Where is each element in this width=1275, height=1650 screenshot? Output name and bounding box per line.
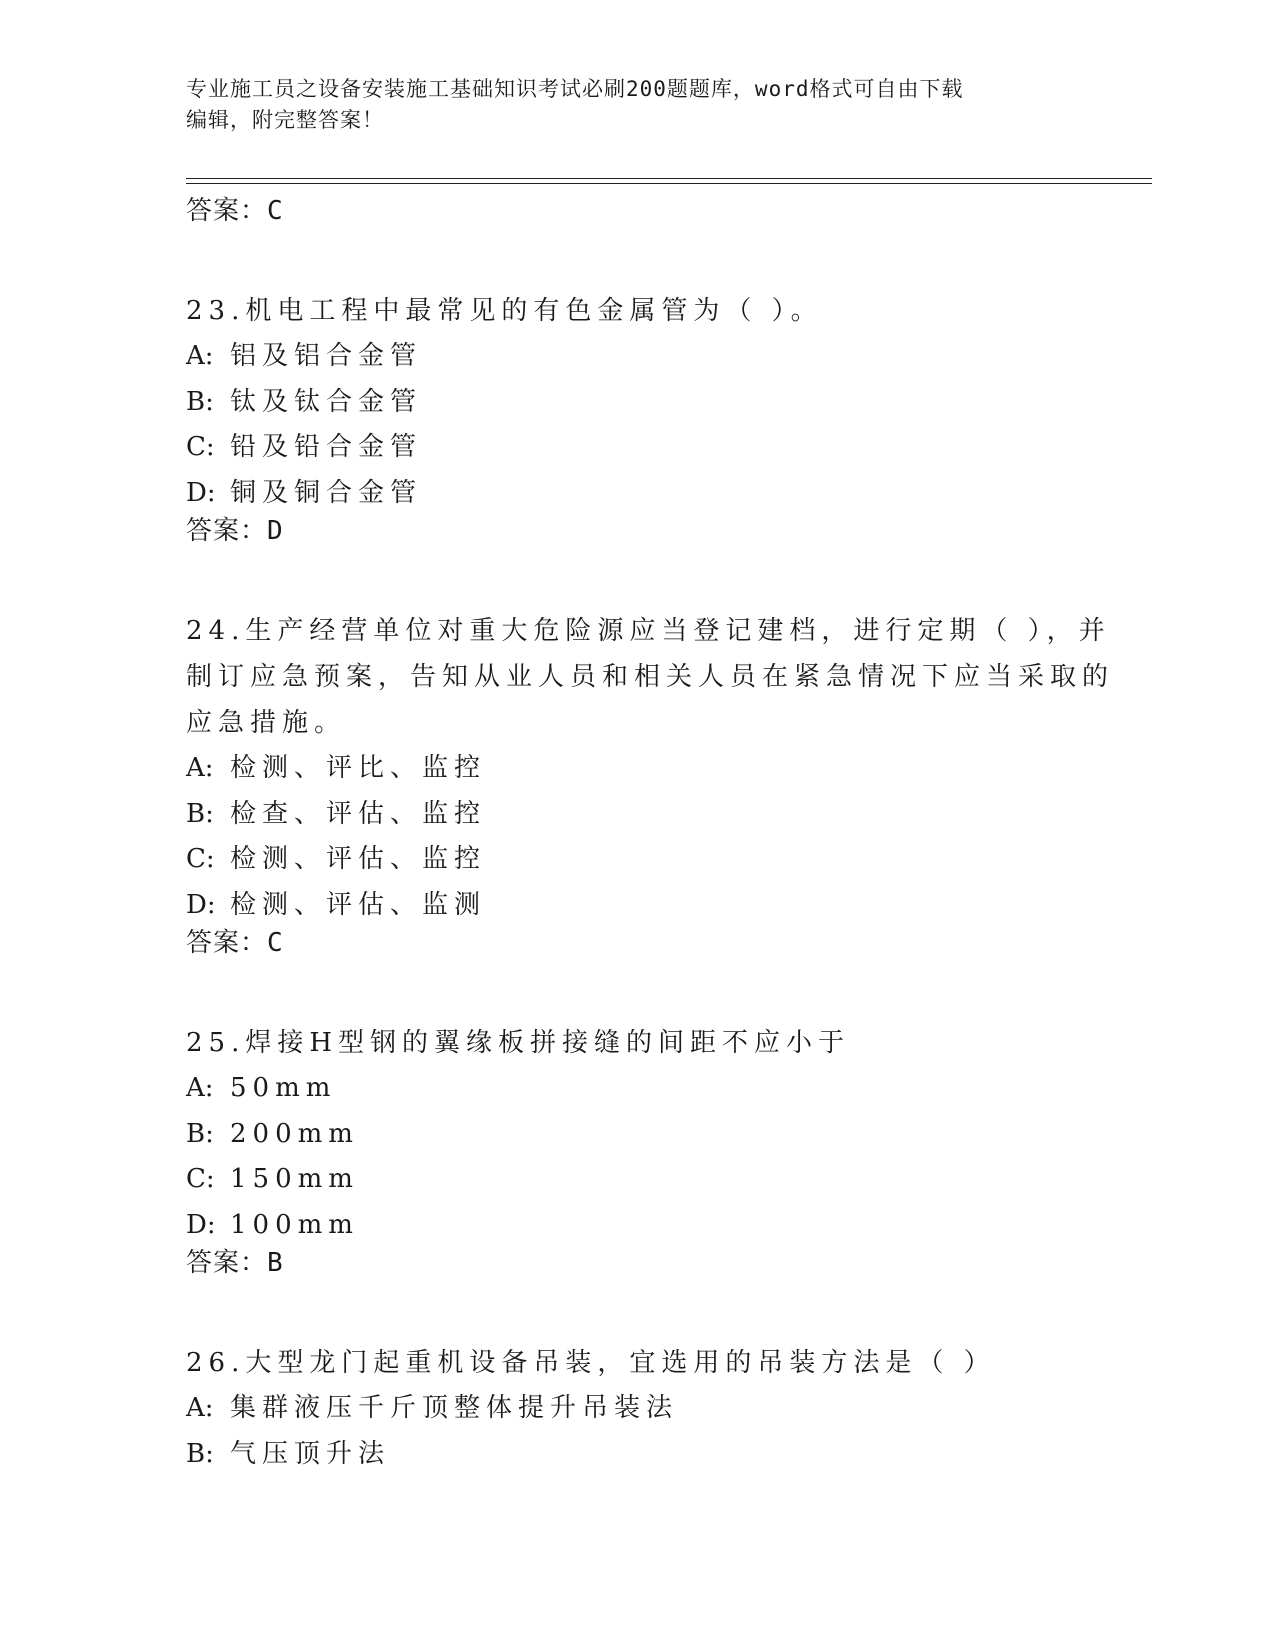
- option-c: [186, 837, 1116, 883]
- option-text: 铜及铜合金管: [230, 477, 423, 508]
- option-a: [186, 334, 1116, 380]
- option-text: 50mm: [230, 1073, 337, 1103]
- answer-line: [186, 196, 1116, 226]
- option-label: B:: [186, 798, 214, 829]
- option-text: 集群液压千斤顶整体提升吊装法: [230, 1393, 679, 1423]
- option-label: B:: [186, 1118, 214, 1149]
- option-label: B:: [186, 386, 214, 417]
- answer-label: 答案：: [186, 928, 268, 958]
- option-text: 检测、评比、监控: [230, 753, 487, 783]
- question-text: 25.焊接H型钢的翼缘板拼接缝的间距不应小于: [186, 1028, 851, 1058]
- header-rule-top: [186, 178, 1152, 179]
- question-list: [186, 190, 1116, 1477]
- option-text: 检测、评估、监测: [230, 889, 487, 920]
- option-label: A:: [186, 753, 214, 783]
- option-text: 检测、评估、监控: [230, 844, 487, 874]
- option-label: A:: [186, 341, 214, 371]
- option-b: [186, 1112, 1116, 1158]
- option-a: [186, 746, 1116, 792]
- header-rule-bottom: [186, 183, 1152, 184]
- option-text: 气压顶升法: [230, 1438, 391, 1469]
- question-24: [186, 608, 1116, 746]
- answer-label: 答案：: [186, 1248, 268, 1278]
- question-text: 26.大型龙门起重机设备吊装，宜选用的吊装方法是（ ）: [186, 1348, 996, 1378]
- answer-value: D: [267, 516, 284, 546]
- option-b: [186, 380, 1116, 426]
- option-text: 铝及铝合金管: [230, 341, 423, 371]
- option-text: 铅及铅合金管: [230, 432, 423, 462]
- question-26: [186, 1340, 1116, 1386]
- answer-value: C: [267, 196, 284, 226]
- option-label: A:: [186, 1393, 214, 1423]
- answer-value: C: [267, 928, 284, 958]
- header-line-2: 编辑，附完整答案！: [186, 108, 384, 132]
- question-text: 23.机电工程中最常见的有色金属管为（ ）。: [186, 296, 823, 326]
- option-a: [186, 1066, 1116, 1112]
- option-b: [186, 1432, 1116, 1478]
- option-text: 100mm: [230, 1209, 359, 1240]
- option-label: C:: [186, 1164, 215, 1194]
- answer-label: 答案：: [186, 196, 268, 226]
- answer-line: [186, 928, 1116, 958]
- header-line-1: 专业施工员之设备安装施工基础知识考试必刷200题题库，word格式可自由下载: [186, 77, 964, 101]
- option-label: A:: [186, 1073, 214, 1103]
- option-label: B:: [186, 1438, 214, 1469]
- option-text: 150mm: [230, 1164, 359, 1194]
- option-label: D:: [186, 889, 216, 920]
- option-c: [186, 425, 1116, 471]
- answer-value: B: [267, 1248, 284, 1278]
- document-header: [186, 74, 1086, 136]
- option-d: [186, 1203, 1116, 1249]
- option-label: D:: [186, 1209, 216, 1240]
- option-d: [186, 471, 1116, 517]
- question-text: 24.生产经营单位对重大危险源应当登记建档，进行定期（ ），并制订应急预案，告知从业人员和相关人员在紧急情况下应当采取的应急措施。: [186, 616, 1115, 738]
- answer-line: [186, 1248, 1116, 1278]
- option-text: 钛及钛合金管: [230, 386, 423, 417]
- question-25: [186, 1020, 1116, 1066]
- answer-line: [186, 516, 1116, 546]
- option-b: [186, 792, 1116, 838]
- answer-label: 答案：: [186, 516, 268, 546]
- option-text: 检查、评估、监控: [230, 798, 487, 829]
- option-label: C:: [186, 844, 215, 874]
- option-c: [186, 1157, 1116, 1203]
- question-23: [186, 288, 1116, 334]
- option-text: 200mm: [230, 1118, 359, 1149]
- option-d: [186, 883, 1116, 929]
- option-label: C:: [186, 432, 215, 462]
- option-a: [186, 1386, 1116, 1432]
- option-label: D:: [186, 477, 216, 508]
